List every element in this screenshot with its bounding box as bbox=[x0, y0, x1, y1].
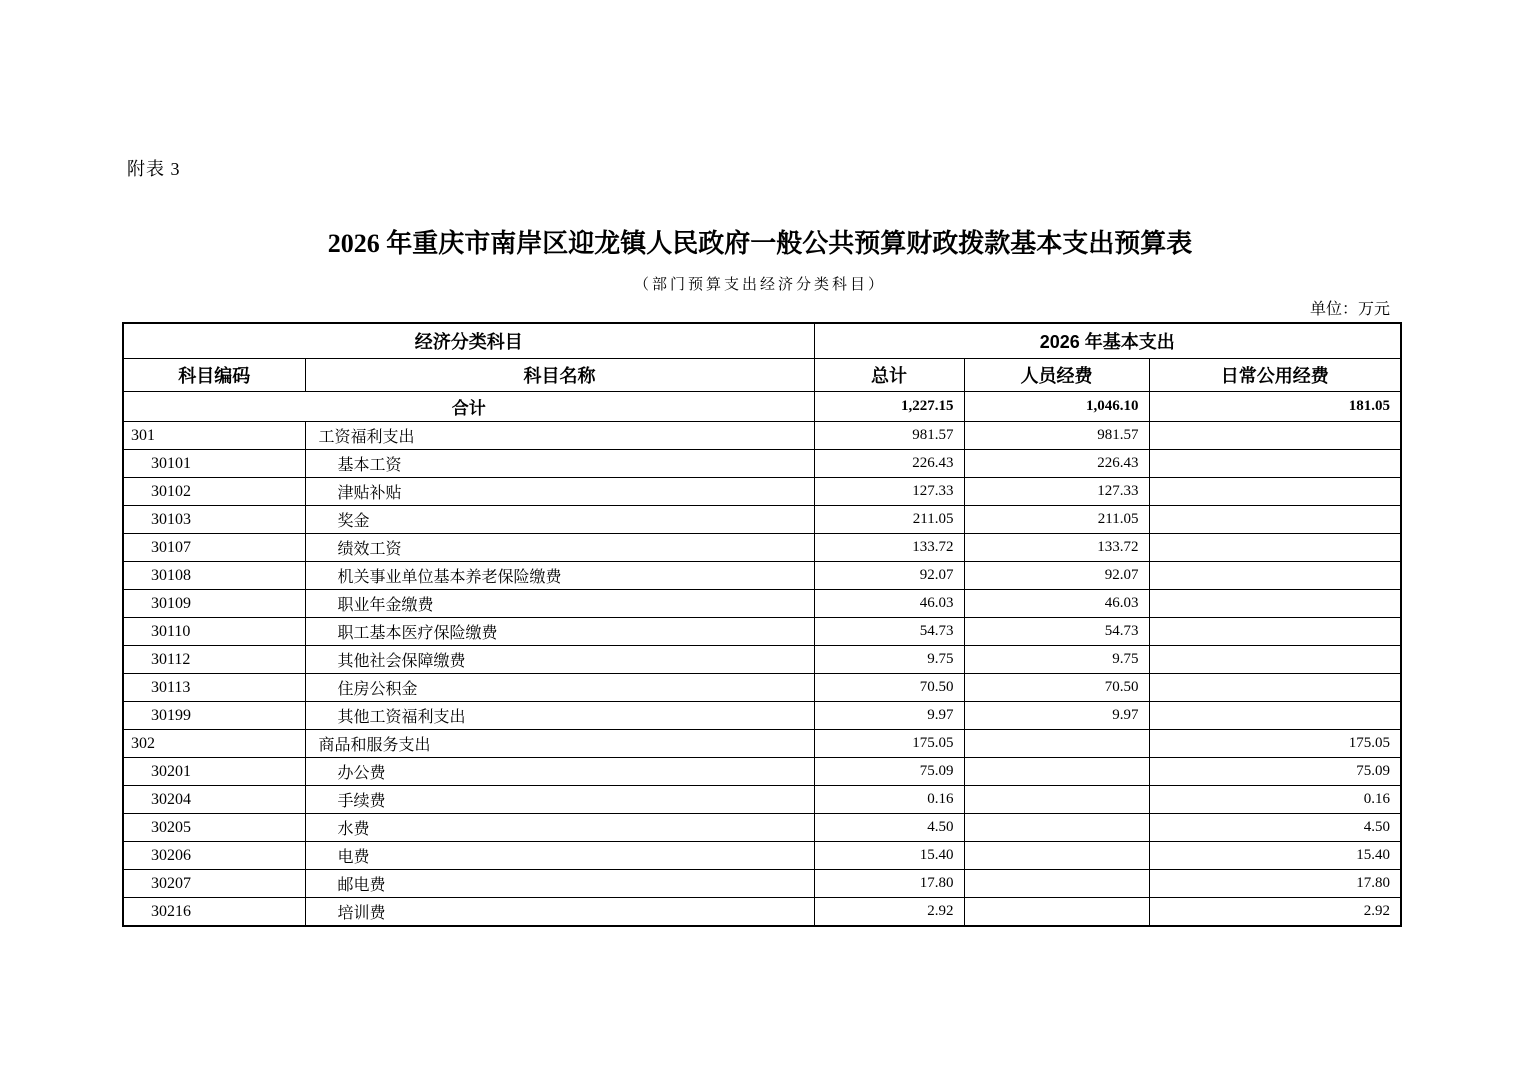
total-row-daily-public-cell: 181.05 bbox=[1149, 392, 1401, 422]
table-row bbox=[123, 786, 1401, 814]
row-name-cell: 办公费 bbox=[305, 758, 814, 786]
row-code-cell: 30101 bbox=[123, 450, 305, 478]
row-daily-public-cell bbox=[1149, 562, 1401, 590]
row-total-cell: 75.09 bbox=[814, 758, 964, 786]
row-personnel-cell bbox=[964, 758, 1149, 786]
row-code-cell: 30107 bbox=[123, 534, 305, 562]
table-row bbox=[123, 758, 1401, 786]
row-personnel-cell bbox=[964, 786, 1149, 814]
row-total-cell: 9.97 bbox=[814, 702, 964, 730]
table-row bbox=[123, 562, 1401, 590]
row-total-cell: 127.33 bbox=[814, 478, 964, 506]
row-code-cell: 30113 bbox=[123, 674, 305, 702]
row-daily-public-cell: 15.40 bbox=[1149, 842, 1401, 870]
table-row bbox=[123, 842, 1401, 870]
row-daily-public-cell: 75.09 bbox=[1149, 758, 1401, 786]
table-body bbox=[123, 392, 1401, 927]
row-total-cell: 133.72 bbox=[814, 534, 964, 562]
row-name-cell: 绩效工资 bbox=[305, 534, 814, 562]
table-row bbox=[123, 814, 1401, 842]
table-row bbox=[123, 478, 1401, 506]
group-header-economic-classification: 经济分类科目 bbox=[123, 323, 814, 359]
total-row-personnel-cell: 1,046.10 bbox=[964, 392, 1149, 422]
row-code-cell: 30204 bbox=[123, 786, 305, 814]
row-personnel-cell: 981.57 bbox=[964, 422, 1149, 450]
table-row bbox=[123, 730, 1401, 758]
column-header-daily-public: 日常公用经费 bbox=[1149, 359, 1401, 392]
row-code-cell: 30109 bbox=[123, 590, 305, 618]
row-personnel-cell bbox=[964, 814, 1149, 842]
group-header-row bbox=[123, 323, 1401, 359]
row-daily-public-cell: 17.80 bbox=[1149, 870, 1401, 898]
total-row-label: 合计 bbox=[123, 392, 814, 422]
row-personnel-cell: 54.73 bbox=[964, 618, 1149, 646]
row-name-cell: 住房公积金 bbox=[305, 674, 814, 702]
annex-label: 附表 3 bbox=[127, 159, 181, 179]
row-total-cell: 0.16 bbox=[814, 786, 964, 814]
column-header-row bbox=[123, 359, 1401, 392]
column-header-total: 总计 bbox=[814, 359, 964, 392]
row-code-cell: 30216 bbox=[123, 898, 305, 927]
row-code-cell: 30207 bbox=[123, 870, 305, 898]
table-row bbox=[123, 674, 1401, 702]
row-daily-public-cell bbox=[1149, 674, 1401, 702]
unit-label: 单位：万元 bbox=[1309, 301, 1390, 318]
table-row bbox=[123, 618, 1401, 646]
row-total-cell: 17.80 bbox=[814, 870, 964, 898]
row-name-cell: 电费 bbox=[305, 842, 814, 870]
row-daily-public-cell bbox=[1149, 590, 1401, 618]
row-name-cell: 其他工资福利支出 bbox=[305, 702, 814, 730]
row-personnel-cell bbox=[964, 898, 1149, 927]
total-row bbox=[123, 392, 1401, 422]
row-code-cell: 30199 bbox=[123, 702, 305, 730]
row-total-cell: 981.57 bbox=[814, 422, 964, 450]
row-total-cell: 175.05 bbox=[814, 730, 964, 758]
row-personnel-cell: 70.50 bbox=[964, 674, 1149, 702]
row-personnel-cell: 9.97 bbox=[964, 702, 1149, 730]
table-row bbox=[123, 506, 1401, 534]
row-code-cell: 30108 bbox=[123, 562, 305, 590]
total-row-total-cell: 1,227.15 bbox=[814, 392, 964, 422]
row-personnel-cell: 92.07 bbox=[964, 562, 1149, 590]
row-daily-public-cell bbox=[1149, 646, 1401, 674]
row-name-cell: 培训费 bbox=[305, 898, 814, 927]
row-personnel-cell bbox=[964, 842, 1149, 870]
row-personnel-cell: 127.33 bbox=[964, 478, 1149, 506]
table-row bbox=[123, 870, 1401, 898]
row-name-cell: 工资福利支出 bbox=[305, 422, 814, 450]
row-name-cell: 手续费 bbox=[305, 786, 814, 814]
row-name-cell: 职业年金缴费 bbox=[305, 590, 814, 618]
row-name-cell: 津贴补贴 bbox=[305, 478, 814, 506]
row-personnel-cell bbox=[964, 730, 1149, 758]
row-total-cell: 46.03 bbox=[814, 590, 964, 618]
row-personnel-cell: 9.75 bbox=[964, 646, 1149, 674]
row-daily-public-cell bbox=[1149, 702, 1401, 730]
table-row bbox=[123, 450, 1401, 478]
table-row bbox=[123, 702, 1401, 730]
row-daily-public-cell bbox=[1149, 478, 1401, 506]
row-code-cell: 301 bbox=[123, 422, 305, 450]
row-daily-public-cell: 2.92 bbox=[1149, 898, 1401, 927]
page-title: 2026 年重庆市南岸区迎龙镇人民政府一般公共预算财政拨款基本支出预算表 bbox=[327, 229, 1193, 258]
table-row bbox=[123, 590, 1401, 618]
row-personnel-cell: 226.43 bbox=[964, 450, 1149, 478]
table-row bbox=[123, 646, 1401, 674]
row-daily-public-cell bbox=[1149, 618, 1401, 646]
table-row bbox=[123, 534, 1401, 562]
row-daily-public-cell: 0.16 bbox=[1149, 786, 1401, 814]
row-personnel-cell: 133.72 bbox=[964, 534, 1149, 562]
row-code-cell: 302 bbox=[123, 730, 305, 758]
column-header-personnel: 人员经费 bbox=[964, 359, 1149, 392]
row-name-cell: 水费 bbox=[305, 814, 814, 842]
row-total-cell: 15.40 bbox=[814, 842, 964, 870]
row-code-cell: 30103 bbox=[123, 506, 305, 534]
row-total-cell: 54.73 bbox=[814, 618, 964, 646]
row-daily-public-cell bbox=[1149, 422, 1401, 450]
row-code-cell: 30110 bbox=[123, 618, 305, 646]
row-name-cell: 职工基本医疗保险缴费 bbox=[305, 618, 814, 646]
row-daily-public-cell: 175.05 bbox=[1149, 730, 1401, 758]
column-header-name: 科目名称 bbox=[305, 359, 814, 392]
table-row bbox=[123, 898, 1401, 927]
group-header-basic-expenditure: 2026 年基本支出 bbox=[814, 323, 1401, 359]
page-subtitle: （部门预算支出经济分类科目） bbox=[633, 277, 886, 293]
row-daily-public-cell: 4.50 bbox=[1149, 814, 1401, 842]
row-total-cell: 9.75 bbox=[814, 646, 964, 674]
row-name-cell: 奖金 bbox=[305, 506, 814, 534]
row-name-cell: 基本工资 bbox=[305, 450, 814, 478]
row-total-cell: 226.43 bbox=[814, 450, 964, 478]
row-total-cell: 2.92 bbox=[814, 898, 964, 927]
budget-table bbox=[122, 322, 1402, 927]
row-code-cell: 30102 bbox=[123, 478, 305, 506]
row-daily-public-cell bbox=[1149, 450, 1401, 478]
row-personnel-cell bbox=[964, 870, 1149, 898]
row-personnel-cell: 211.05 bbox=[964, 506, 1149, 534]
row-name-cell: 其他社会保障缴费 bbox=[305, 646, 814, 674]
row-code-cell: 30112 bbox=[123, 646, 305, 674]
row-name-cell: 邮电费 bbox=[305, 870, 814, 898]
row-total-cell: 4.50 bbox=[814, 814, 964, 842]
row-total-cell: 211.05 bbox=[814, 506, 964, 534]
table-header bbox=[123, 323, 1401, 392]
row-total-cell: 70.50 bbox=[814, 674, 964, 702]
row-daily-public-cell bbox=[1149, 506, 1401, 534]
row-personnel-cell: 46.03 bbox=[964, 590, 1149, 618]
column-header-code: 科目编码 bbox=[123, 359, 305, 392]
row-daily-public-cell bbox=[1149, 534, 1401, 562]
row-name-cell: 机关事业单位基本养老保险缴费 bbox=[305, 562, 814, 590]
row-name-cell: 商品和服务支出 bbox=[305, 730, 814, 758]
row-code-cell: 30205 bbox=[123, 814, 305, 842]
row-total-cell: 92.07 bbox=[814, 562, 964, 590]
row-code-cell: 30206 bbox=[123, 842, 305, 870]
row-code-cell: 30201 bbox=[123, 758, 305, 786]
table-row bbox=[123, 422, 1401, 450]
